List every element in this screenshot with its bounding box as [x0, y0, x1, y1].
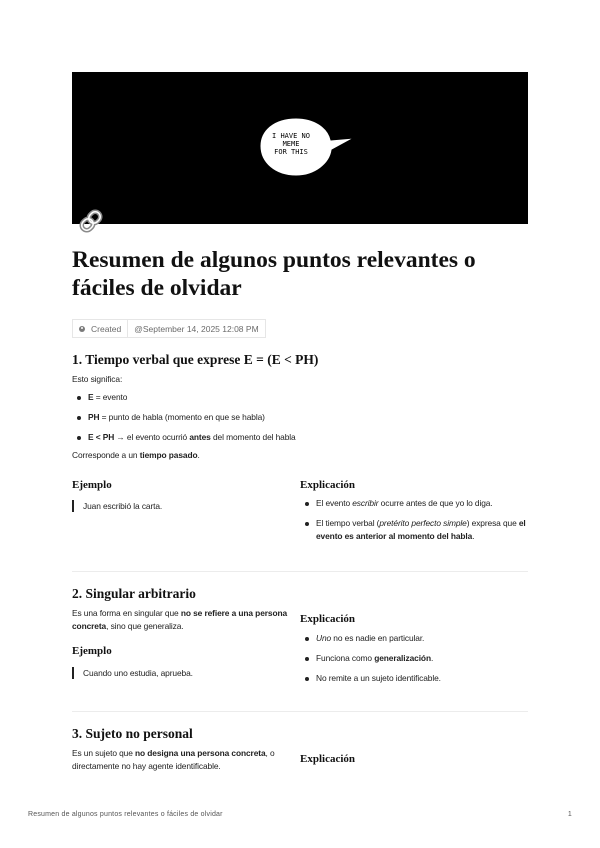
page-footer	[28, 811, 572, 818]
link-icon	[78, 206, 104, 236]
list-item: Funciona como generalización.	[300, 652, 528, 665]
section-heading-3: 3. Sujeto no personal	[72, 726, 193, 741]
section1-list	[72, 391, 372, 451]
list-item: Uno no es nadie en particular.	[300, 632, 528, 645]
explanation-heading: Explicación	[300, 479, 356, 491]
explanation-heading: Explicación	[300, 613, 356, 625]
example-quote: Juan escribió la carta.	[72, 500, 282, 512]
example-heading: Ejemplo	[72, 479, 112, 491]
section3-intro: Es un sujeto que no designa una persona concreta, o directamente no hay agente identificable.	[72, 748, 275, 771]
page-title: Resumen de algunos puntos relevantes o fáciles de olvidar	[72, 247, 476, 301]
list-item: E < PH → el evento ocurrió antes del momento del habla	[72, 431, 372, 444]
section1-intro: Esto significa:	[72, 374, 123, 384]
explanation-heading: Explicación	[300, 753, 356, 765]
section-heading-1: 1. Tiempo verbal que exprese E = (E < PH)	[72, 352, 319, 367]
section1-closing: Corresponde a un tiempo pasado.	[72, 450, 200, 460]
list-item: El evento escribir ocurre antes de que yo lo diga.	[300, 497, 528, 510]
list-item: E = evento	[72, 391, 372, 404]
page-number: 1	[567, 811, 572, 818]
footer-title: Resumen de algunos puntos relevantes o fáciles de olvidar	[28, 811, 223, 818]
section-heading-2: 2. Singular arbitrario	[72, 586, 196, 601]
section2-intro: Es una forma en singular que no se refiere a una persona concreta, sino que generaliza.	[72, 608, 288, 631]
property-label: Created	[73, 320, 127, 337]
cover-image	[72, 72, 528, 224]
section2-explanation-list	[300, 632, 528, 692]
example-heading: Ejemplo	[72, 645, 112, 657]
clock-icon	[79, 326, 85, 332]
property-created	[72, 319, 266, 338]
divider	[72, 571, 528, 572]
list-item: PH = punto de habla (momento en que se habla)	[72, 411, 372, 424]
list-item: No remite a un sujeto identificable.	[300, 672, 528, 685]
section1-explanation-list	[300, 497, 528, 550]
bubble-text: I HAVE NO MEME FOR THIS	[272, 132, 310, 156]
divider	[72, 711, 528, 712]
property-value: @September 14, 2025 12:08 PM	[127, 320, 264, 337]
list-item: El tiempo verbal (pretérito perfecto simple) expresa que el evento es anterior al momento del habla.	[300, 517, 528, 543]
example-quote: Cuando uno estudia, aprueba.	[72, 667, 282, 679]
